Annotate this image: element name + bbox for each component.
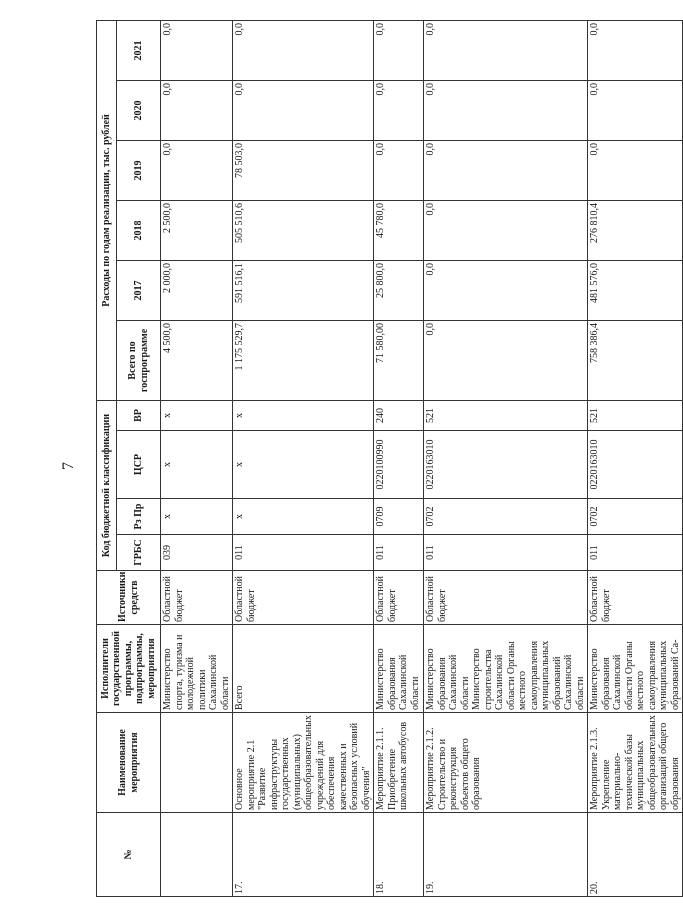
cell-rzpr: x [161, 499, 233, 535]
cell-executors: Всего [233, 625, 374, 713]
cell-csr: 0220100990 [374, 431, 424, 499]
cell-rzpr: 0702 [424, 499, 588, 535]
cell-vr: 521 [424, 400, 588, 430]
cell-2018: 0,0 [424, 200, 588, 260]
cell-grbs: 011 [233, 535, 374, 571]
cell-2021: 0,0 [374, 20, 424, 80]
table-row [588, 20, 683, 896]
cell-2020: 0,0 [588, 80, 683, 140]
cell-vr: 240 [374, 400, 424, 430]
cell-executors: Министерство спорта, туризма и молодежной политики Сахалинской области [161, 625, 233, 713]
cell-executors: Министерство образования Сахалинской области Органы местного самоуправления муниципальных образований Са- [588, 625, 683, 713]
cell-source: Областной бюджет [588, 571, 683, 625]
header-2018: 2018 [117, 200, 161, 260]
cell-2017: 25 800,0 [374, 260, 424, 320]
cell-2019: 0,0 [161, 140, 233, 200]
cell-2020: 0,0 [161, 80, 233, 140]
cell-source: Областной бюджет [233, 571, 374, 625]
header-code-group: Код бюджетной классификации [97, 400, 117, 570]
header-rzpr: Рз Пр [117, 499, 161, 535]
cell-name: Мероприятие 2.1.1. Приобретение школьных автобусов [374, 713, 424, 813]
cell-no: 18. [374, 813, 424, 897]
header-total: Всего по госпрограмме [117, 320, 161, 400]
cell-2018: 276 810,4 [588, 200, 683, 260]
cell-grbs: 039 [161, 535, 233, 571]
cell-2017: 591 516,1 [233, 260, 374, 320]
table-row [233, 20, 374, 896]
header-vr: ВР [117, 400, 161, 430]
cell-no [161, 813, 233, 897]
cell-vr: 521 [588, 400, 683, 430]
header-sources: Источники средств [97, 571, 161, 625]
cell-2017: 0,0 [424, 260, 588, 320]
cell-2021: 0,0 [424, 20, 588, 80]
cell-2021: 0,0 [588, 20, 683, 80]
cell-rzpr: x [233, 499, 374, 535]
cell-2019: 0,0 [588, 140, 683, 200]
cell-rzpr: 0702 [588, 499, 683, 535]
cell-2021: 0,0 [161, 20, 233, 80]
cell-no: 17. [233, 813, 374, 897]
header-grbs: ГРБС [117, 535, 161, 571]
cell-vr: x [233, 400, 374, 430]
cell-name: Основное мероприятие 2.1 "Развитие инфраструктуры государственных (муниципальных) общеобразовательных учреждений для обеспечения качественных и безопасных условий обучения" [233, 713, 374, 813]
cell-2021: 0,0 [233, 20, 374, 80]
cell-total: 0,0 [424, 320, 588, 400]
cell-no: 19. [424, 813, 588, 897]
header-name: Наименование мероприятия [97, 713, 161, 813]
table-row [161, 20, 233, 896]
header-expenses-group: Расходы по годам реализации, тыс. рублей [97, 20, 117, 400]
cell-executors: Министерство образования Сахалинской области [374, 625, 424, 713]
header-2021: 2021 [117, 20, 161, 80]
table-row [424, 20, 588, 896]
cell-total: 1 175 529,7 [233, 320, 374, 400]
header-2019: 2019 [117, 140, 161, 200]
cell-2019: 78 503,0 [233, 140, 374, 200]
cell-name: Мероприятие 2.1.3. Укрепление материально-технической базы муниципальных общеобразовательных организаций общего образования [588, 713, 683, 813]
cell-total: 758 386,4 [588, 320, 683, 400]
cell-grbs: 011 [424, 535, 588, 571]
header-no: № [97, 813, 161, 897]
cell-name [161, 713, 233, 813]
cell-grbs: 011 [374, 535, 424, 571]
header-executors: Исполнители государственной программы, подпрограммы, мероприятия [97, 625, 161, 713]
table-row [374, 20, 424, 896]
cell-2020: 0,0 [424, 80, 588, 140]
cell-csr: 0220163010 [588, 431, 683, 499]
header-csr: ЦСР [117, 431, 161, 499]
cell-rzpr: 0709 [374, 499, 424, 535]
cell-csr: x [161, 431, 233, 499]
cell-total: 71 580,00 [374, 320, 424, 400]
cell-no: 20. [588, 813, 683, 897]
cell-vr: x [161, 400, 233, 430]
page-number: 7 [60, 462, 77, 470]
cell-source: Областной бюджет [374, 571, 424, 625]
cell-total: 4 500,0 [161, 320, 233, 400]
cell-2020: 0,0 [233, 80, 374, 140]
cell-name: Мероприятие 2.1.2. Строительство и реконструкция объектов общего образования [424, 713, 588, 813]
cell-executors: Министерство образования Сахалинской области Министерство строительства Сахалинской области Органы местного самоуправления муниципальных образований Сахалинской области [424, 625, 588, 713]
header-2020: 2020 [117, 80, 161, 140]
cell-2019: 0,0 [374, 140, 424, 200]
cell-csr: 0220163010 [424, 431, 588, 499]
cell-2019: 0,0 [424, 140, 588, 200]
cell-source: Областной бюджет [161, 571, 233, 625]
cell-csr: x [233, 431, 374, 499]
cell-2018: 45 780,0 [374, 200, 424, 260]
cell-2020: 0,0 [374, 80, 424, 140]
cell-source: Областной бюджет [424, 571, 588, 625]
cell-2017: 481 576,0 [588, 260, 683, 320]
budget-table [96, 20, 683, 897]
header-2017: 2017 [117, 260, 161, 320]
cell-2018: 2 500,0 [161, 200, 233, 260]
cell-2017: 2 000,0 [161, 260, 233, 320]
cell-grbs: 011 [588, 535, 683, 571]
cell-2018: 505 510,6 [233, 200, 374, 260]
